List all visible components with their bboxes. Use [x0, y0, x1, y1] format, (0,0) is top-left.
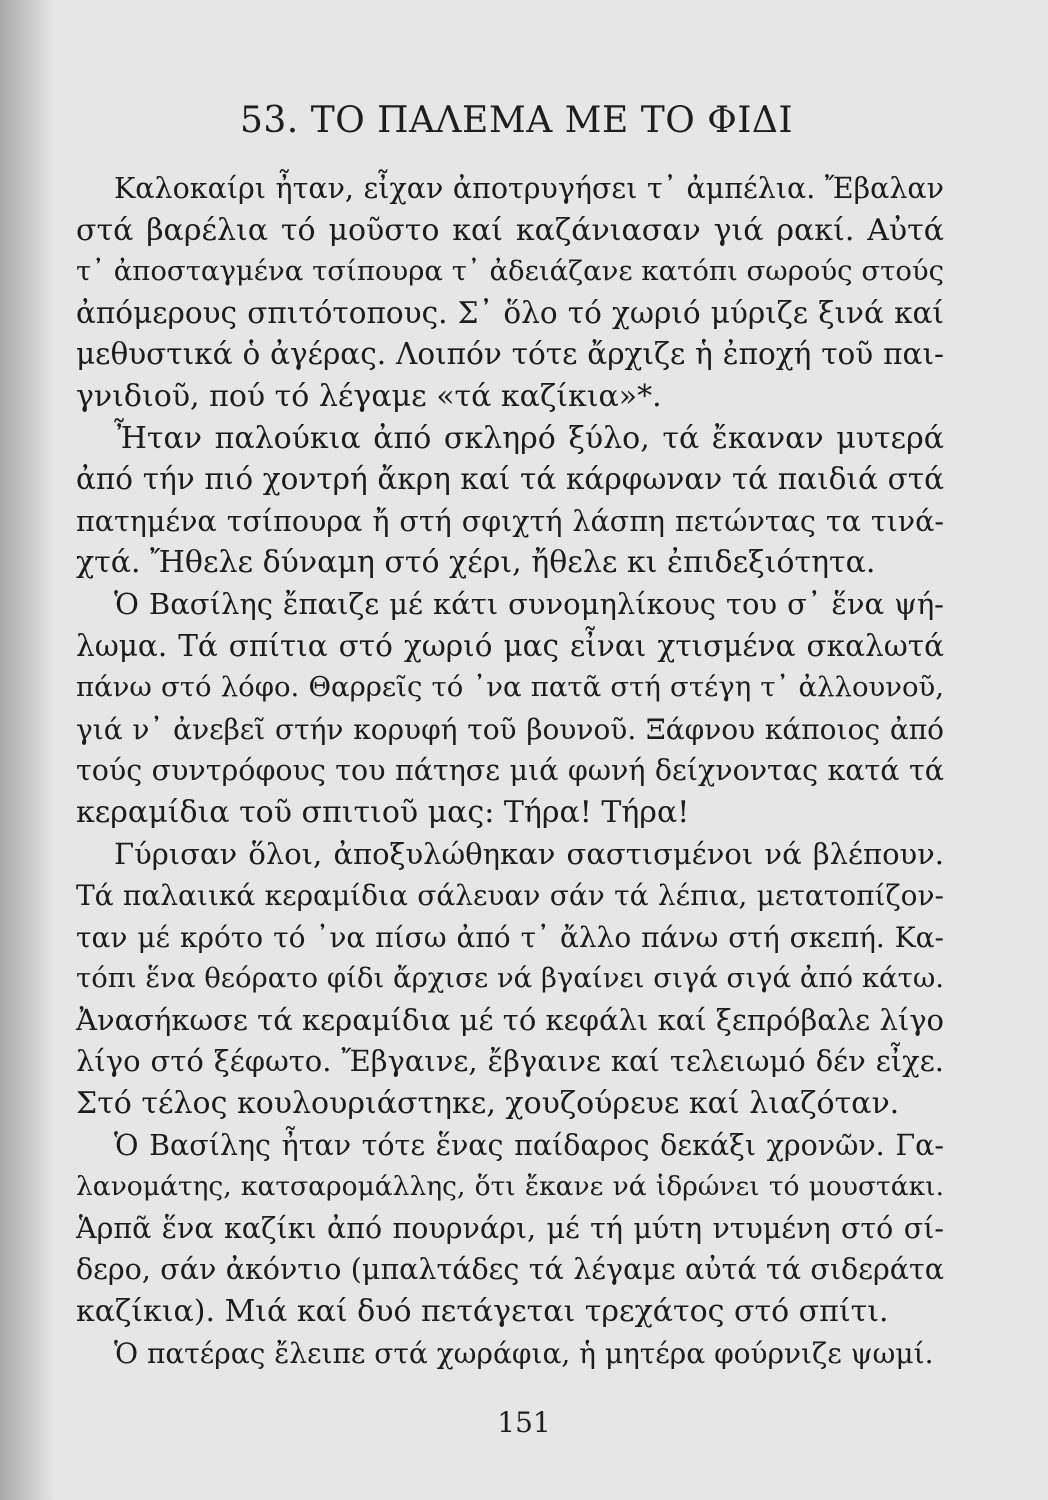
- text-line: Ἁρπᾶ ἕνα καζίκι ἀπό πουρνάρι, μέ τή μύτη ντυμένη στό σί-: [76, 1211, 944, 1245]
- text-line: ταν μέ κρότο τό ᾽να πίσω ἀπό τ᾽ ἄλλο πάνω στή σκεπή. Κα-: [76, 920, 944, 954]
- text-line: Γύρισαν ὅλοι, ἀποξυλώθηκαν σαστισμένοι νά βλέπουν.: [114, 836, 944, 871]
- text-line: ἀπόμερους σπιτότοπους. Σ᾽ ὅλο τό χωριό μύριζε ξινά καί: [76, 295, 944, 330]
- text-line: λωμα. Τά σπίτια στό χωριό μας εἶναι χτισμένα σκαλωτά: [76, 628, 944, 663]
- text-line: τούς συντρόφους του πάτησε μιά φωνή δείχνοντας κατά τά: [76, 754, 944, 788]
- text-line: δερο, σάν ἀκόντιο (μπαλτάδες τά λέγαμε αὐτά τά σιδεράτα: [76, 1253, 944, 1287]
- text-line: γιά ν᾽ ἀνεβεῖ στήν κορυφή τοῦ βουνοῦ. Ξάφνου κάποιος ἀπό: [76, 712, 944, 746]
- text-line: Ὁ πατέρας ἔλειπε στά χωράφια, ἡ μητέρα φούρνιζε ψωμί.: [114, 1336, 934, 1370]
- text-line: κεραμίδια τοῦ σπιτιοῦ μας: Τήρα! Τήρα!: [76, 794, 690, 830]
- text-line: πάνω στό λόφο. Θαρρεῖς τό ᾽να πατᾶ στή στέγη τ᾽ ἀλλουνοῦ,: [76, 671, 944, 704]
- text-line: Καλοκαίρι ἦταν, εἶχαν ἀποτρυγήσει τ᾽ ἀμπέλια. Ἔβαλαν: [114, 172, 944, 205]
- text-line: ἀπό τήν πιό χοντρή ἄκρη καί τά κάρφωναν τά παιδιά στά: [76, 462, 944, 497]
- text-line: Στό τέλος κουλουριάστηκε, χουζούρευε καί λιαζόταν.: [76, 1086, 900, 1122]
- text-line: γνιδιοῦ, πού τό λέγαμε «τά καζίκια»*.: [76, 378, 662, 414]
- text-line: μεθυστικά ὁ ἀγέρας. Λοιπόν τότε ἄρχιζε ἡ ἐποχή τοῦ παι-: [76, 337, 944, 372]
- text-line: Τά παλαιικά κεραμίδια σάλευαν σάν τά λέπια, μετατοπίζον-: [76, 879, 944, 913]
- text-line: λανομάτης, κατσαρομάλλης, ὅτι ἔκανε νά ἱδρώνει τό μουστάκι.: [76, 1171, 944, 1203]
- text-line: καζίκια). Μιά καί δυό πετάγεται τρεχάτος στό σπίτι.: [76, 1294, 889, 1330]
- page-number: 151: [497, 1406, 551, 1439]
- chapter-title: 53. ΤΟ ΠΑΛΕΜΑ ΜΕ ΤΟ ΦΙΔΙ: [240, 100, 794, 141]
- text-line: Ἦταν παλούκια ἀπό σκληρό ξύλο, τά ἔκαναν μυτερά: [114, 420, 944, 456]
- text-line: Ὁ Βασίλης ἦταν τότε ἕνας παίδαρος δεκάξι χρονῶν. Γα-: [114, 1128, 944, 1162]
- text-line: τ᾽ ἀποσταγμένα τσίπουρα τ᾽ ἀδειάζανε κατόπι σωρούς στούς: [76, 255, 944, 288]
- text-line: χτά. Ἤθελε δύναμη στό χέρι, ἤθελε κι ἐπιδεξιότητα.: [76, 545, 876, 581]
- text-line: Ἀνασήκωσε τά κεραμίδια μέ τό κεφάλι καί ξεπρόβαλε λίγο: [76, 1002, 944, 1037]
- page-gutter-shadow: [0, 0, 55, 1500]
- text-line: λίγο στό ξέφωτο. Ἔβγαινε, ἔβγαινε καί τελειωμό δέν εἶχε.: [76, 1044, 944, 1079]
- text-line: τόπι ἕνα θεόρατο φίδι ἄρχισε νά βγαίνει σιγά σιγά ἀπό κάτω.: [76, 962, 944, 995]
- text-line: στά βαρέλια τό μοῦστο καί καζάνιασαν γιά ρακί. Αὐτά: [76, 212, 944, 248]
- chapter-body: [76, 168, 944, 1374]
- text-line: Ὁ Βασίλης ἔπαιζε μέ κάτι συνομηλίκους του σ᾽ ἕνα ψή-: [114, 586, 944, 621]
- text-line: πατημένα τσίπουρα ἤ στή σφιχτή λάσπη πετώντας τα τινά-: [76, 504, 944, 538]
